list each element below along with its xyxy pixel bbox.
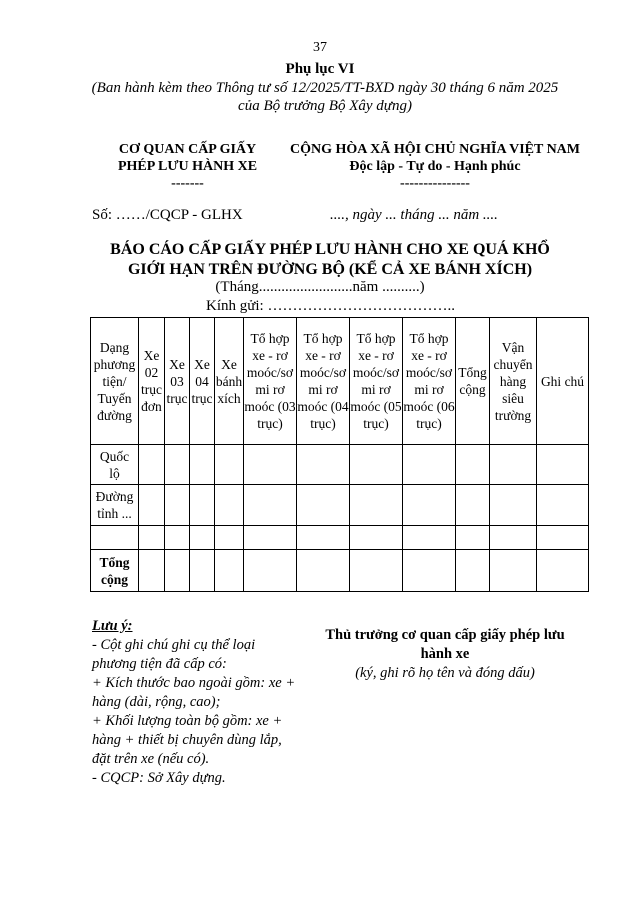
row-label: Quốc lộ [91, 445, 139, 485]
table-cell [190, 445, 215, 485]
table-cell [456, 550, 490, 592]
table-cell [350, 526, 403, 550]
table-header-row [91, 318, 589, 445]
motto-divider: --------------- [400, 176, 470, 191]
row-label: Đường tỉnh ... [91, 485, 139, 526]
table-cell [244, 550, 297, 592]
header-cell-combo-5-axle: Tổ hợp xe - rơ moóc/sơ mi rơ moóc (05 trục) [350, 318, 403, 445]
national-motto-block [285, 141, 585, 192]
notes-title: Lưu ý: [92, 618, 133, 634]
table-cell [215, 485, 244, 526]
table-cell [350, 485, 403, 526]
header-cell-notes: Ghi chú [537, 318, 589, 445]
table-cell [490, 445, 537, 485]
note-line: - Cột ghi chú ghi cụ thể loại phương tiện đã cấp có: [92, 637, 256, 672]
country-name: CỘNG HÒA XÃ HỘI CHỦ NGHĨA VIỆT NAM [289, 142, 580, 157]
report-title-line-1: BÁO CÁO CẤP GIẤY PHÉP LƯU HÀNH CHO XE QUÁ KHỔ [110, 241, 550, 258]
table-cell [139, 445, 165, 485]
table-cell [456, 526, 490, 550]
table-cell [165, 550, 190, 592]
table-cell [490, 550, 537, 592]
table-cell [244, 526, 297, 550]
notes-block [92, 617, 302, 788]
note-line: + Khối lượng toàn bộ gồm: xe + hàng + thiết bị chuyên dùng lắp, đặt trên xe (nếu có). [92, 713, 283, 767]
table-cell [297, 445, 350, 485]
signatory-title: Thủ trưởng cơ quan cấp giấy phép lưu hành xe [325, 627, 565, 662]
report-title [70, 240, 590, 280]
table-cell [403, 445, 456, 485]
table-cell [403, 550, 456, 592]
note-line: + Kích thước bao ngoài gồm: xe + hàng (dài, rộng, cao); [92, 675, 296, 710]
table-cell [165, 445, 190, 485]
table-cell [403, 526, 456, 550]
table-cell [139, 526, 165, 550]
table-cell [537, 445, 589, 485]
header-cell-combo-3-axle: Tổ hợp xe - rơ moóc/sơ mi rơ moóc (03 trục) [244, 318, 297, 445]
table-cell [190, 526, 215, 550]
agency-name-line-2: PHÉP LƯU HÀNH XE [117, 159, 258, 174]
header-cell-combo-4-axle: Tổ hợp xe - rơ moóc/sơ mi rơ moóc (04 trục) [297, 318, 350, 445]
header-cell-2-axle: Xe 02 trục đơn [139, 318, 165, 445]
table-cell [490, 485, 537, 526]
table-cell [190, 485, 215, 526]
recipient-line: Kính gửi: ……………………………….. [206, 298, 455, 314]
table-cell [139, 550, 165, 592]
table-cell [537, 550, 589, 592]
table-cell [350, 550, 403, 592]
agency-name-line-1: CƠ QUAN CẤP GIẤY [118, 142, 257, 157]
table-cell [244, 445, 297, 485]
table-row-total [91, 550, 589, 592]
table-cell [215, 445, 244, 485]
report-title-line-2: GIỚI HẠN TRÊN ĐƯỜNG BỘ (KỂ CẢ XE BÁNH XÍCH) [127, 261, 533, 278]
national-motto: Độc lập - Tự do - Hạnh phúc [349, 159, 521, 174]
issued-by-note [80, 79, 570, 115]
agency-divider: ------- [171, 176, 204, 191]
header-cell-oversize-cargo: Vận chuyển hàng siêu trường [490, 318, 537, 445]
document-number: Số: ……/CQCP - GLHX [92, 207, 243, 223]
table-cell [139, 485, 165, 526]
table-cell [403, 485, 456, 526]
table-cell [297, 485, 350, 526]
header-cell-3-axle: Xe 03 trục [165, 318, 190, 445]
table-row-provincial-road [91, 485, 589, 526]
table-cell [537, 485, 589, 526]
table-row-blank [91, 526, 589, 550]
table-cell [215, 550, 244, 592]
table-cell [297, 526, 350, 550]
header-cell-vehicle-type: Dạng phương tiện/ Tuyến đường [91, 318, 139, 445]
table-cell [244, 485, 297, 526]
table-cell [165, 526, 190, 550]
table-cell [537, 526, 589, 550]
report-month-line: (Tháng.........................năm ..........) [215, 279, 425, 295]
row-label [91, 526, 139, 550]
note-line: - CQCP: Sở Xây dựng. [92, 770, 226, 786]
header-cell-total: Tổng cộng [456, 318, 490, 445]
table-row-national-road [91, 445, 589, 485]
report-table [90, 317, 589, 592]
table-cell [490, 526, 537, 550]
signature-instruction: (ký, ghi rõ họ tên và đóng dấu) [355, 665, 535, 681]
page-number: 37 [313, 40, 327, 55]
issued-by-line-2: của Bộ trưởng Bộ Xây dựng) [238, 98, 412, 114]
row-label: Tổng cộng [91, 550, 139, 592]
table-cell [297, 550, 350, 592]
table-cell [456, 445, 490, 485]
header-cell-combo-6-axle: Tổ hợp xe - rơ moóc/sơ mi rơ moóc (06 trục) [403, 318, 456, 445]
table-cell [350, 445, 403, 485]
header-cell-4-axle: Xe 04 trục [190, 318, 215, 445]
issued-by-line-1: (Ban hành kèm theo Thông tư số 12/2025/TT-BXD ngày 30 tháng 6 năm 2025 [91, 80, 559, 96]
appendix-title: Phụ lục VI [285, 61, 355, 77]
table-cell [456, 485, 490, 526]
table-cell [215, 526, 244, 550]
header-cell-tracked: Xe bánh xích [215, 318, 244, 445]
signature-block [325, 626, 565, 683]
issuing-agency-block [95, 141, 280, 192]
table-cell [190, 550, 215, 592]
table-cell [165, 485, 190, 526]
date-line: ...., ngày ... tháng ... năm .... [330, 207, 498, 223]
